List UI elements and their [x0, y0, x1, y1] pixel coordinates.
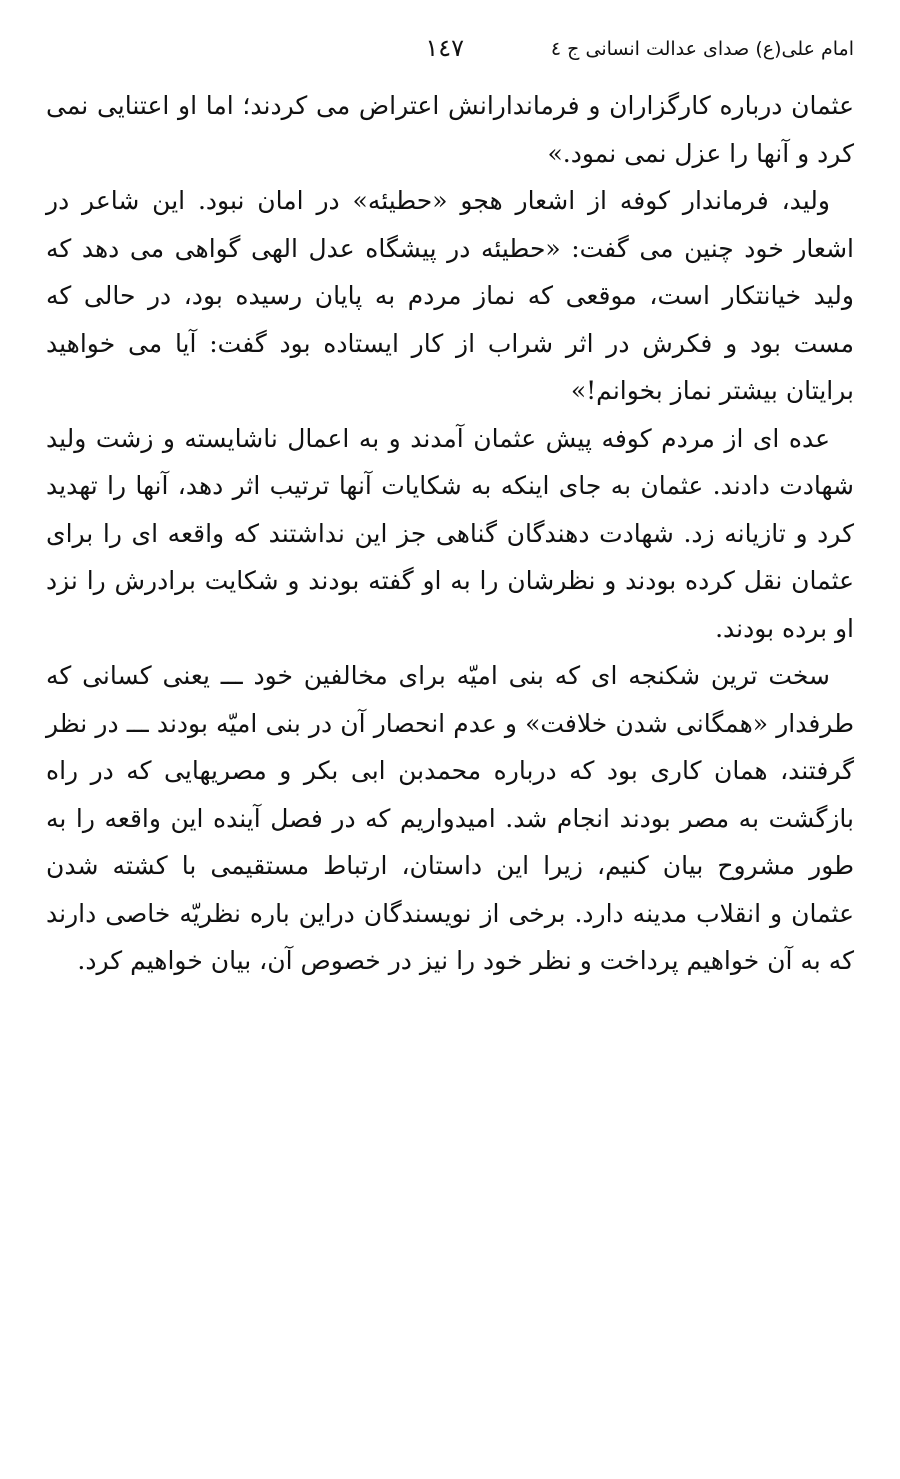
body-text	[46, 82, 854, 985]
book-title: امام علی(ع) صدای عدالت انسانی ج ٤	[550, 38, 854, 60]
running-header	[46, 34, 854, 74]
page-number: ١٤٧	[425, 34, 464, 62]
paragraph-1: عثمان درباره کارگزاران و فرماندارانش اعتراض می کردند؛ اما او اعتنایی نمی کرد و آنها را عزل نمی نمود.»	[46, 91, 854, 168]
paragraph-4: سخت ترین شکنجه ای که بنی امیّه برای مخالفین خود ـــ یعنی کسانی که طرفدار «همگانی شدن خلافت» و عدم انحصار آن در بنی امیّه بودند ـــ در نظر گرفتند، همان کاری بود که درباره محمدبن ابی بکر و مصریهایی که در راه بازگشت به مصر بودند انجام شد. امیدواریم که در فصل آینده این واقعه را به طور مشروح بیان کنیم، زیرا این داستان، ارتباط مستقیمی با کشته شدن عثمان و انقلاب مدینه دارد. برخی از نویسندگان دراین باره نظریّه خاصی دارند که به آن خواهیم پرداخت و نظر خود را نیز در خصوص آن، بیان خواهیم کرد.	[46, 661, 854, 975]
paragraph-3: عده ای از مردم کوفه پیش عثمان آمدند و به اعمال ناشایسته و زشت ولید شهادت دادند. عثمان به جای اینکه به شکایات آنها ترتیب اثر دهد، آنها را تهدید کرد و تازیانه زد. شهادت دهندگان گناهی جز این نداشتند که واقعه ای را برای عثمان نقل کرده بودند و نظرشان را به او گفته بودند و شکایت برادرش را نزد او برده بودند.	[46, 423, 854, 643]
paragraph-2: ولید، فرماندار کوفه از اشعار هجو «حطیئه» در امان نبود. این شاعر در اشعار خود چنین می گفت: «حطیئه در پیشگاه عدل الهی گواهی می دهد که ولید خیانتکار است، موقعی که نماز مردم به پایان رسیده بود، در حالی که مست بود و فکرش در اثر شراب از کار ایستاده بود گفت: آیا می خواهید برایتان بیشتر نماز بخوانم!»	[46, 186, 854, 405]
